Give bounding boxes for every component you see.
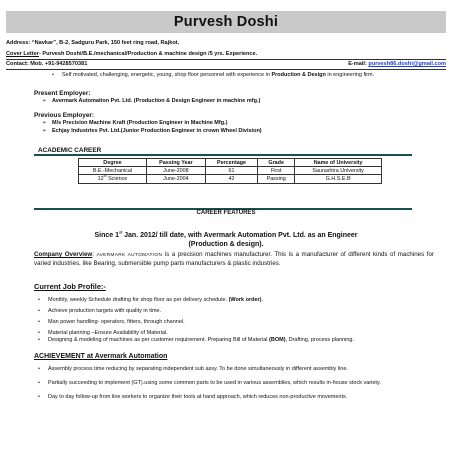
column-header: Degree (79, 159, 147, 167)
job-profile-heading: Current Job Profile:- (34, 282, 106, 291)
present-employer-heading: Present Employer: (34, 90, 91, 97)
cover-letter-label: Cover Letter (6, 51, 39, 57)
table-cell: Saurashtra University (295, 167, 382, 175)
email-link[interactable]: purvesh86.doshi@gmail.com (368, 61, 446, 67)
summary-text-bold: Production & Design (271, 72, 326, 78)
table-header-row (79, 159, 382, 167)
cover-letter-line (6, 51, 257, 57)
column-header: Percentage (205, 159, 257, 167)
achievement-item: • Day to day follow-up from line workers to organize their tools at hand approach, which reduces non-productive movements. (38, 394, 348, 400)
table-cell: First (258, 167, 295, 175)
summary-text-post: in engineering firm. (325, 72, 375, 78)
company-overview: Company Overview: AVERMARK AUTOMATION is a precision machines manufacturer. This is a manufacturer of different kinds of machines for varied industries, like Bearing, submersible pump parts manufacturers & plastic industries. (34, 251, 434, 267)
section-rule (34, 154, 412, 156)
table-row (79, 167, 382, 175)
bullet-icon: • (38, 308, 40, 314)
job-profile-item: • Achieve production targets with quality in time. (38, 308, 162, 314)
academic-table (78, 158, 382, 184)
arrow-icon: ➢ (42, 128, 47, 134)
arrow-icon: ➢ (42, 98, 47, 104)
bullet-icon: • (38, 394, 40, 400)
present-employer-text: Avermark Automation Pvt. Ltd. (Production & Design Engineer in machine mfg.) (52, 98, 261, 104)
bullet-icon: • (38, 330, 40, 336)
previous-employer-text: M/s Precision Machine Kraft (Production Engineer in Machine Mfg.) (52, 120, 228, 126)
table-cell: Passing (258, 175, 295, 183)
previous-employer-item (42, 120, 227, 127)
table-cell: June-2008 (146, 167, 205, 175)
contact-phone: Contact: Mob. +91-9428570381 (6, 61, 88, 67)
table-cell: G.H.S.E.B (295, 175, 382, 183)
candidate-name: Purvesh Doshi (173, 14, 279, 30)
achievement-item: • Partially succeeding to implement (GT).using some common parts to be used in various assemblies, which results in-house stock variety. (38, 380, 381, 386)
summary-text-pre: Self motivated, challenging, energetic, young, shop floor personnel with experience in (62, 72, 272, 78)
achievement-item: • Assembly process time reducing by separating independent sub assy. To be done simultaneously in different assembly line. (38, 366, 348, 372)
table-cell: 12th Science (79, 175, 147, 183)
table-cell: B.E.-Mechanical (79, 167, 147, 175)
achievement-heading: ACHIEVEMENT at Avermark Automation (34, 353, 168, 360)
divider (6, 59, 446, 60)
table-cell: 61 (205, 167, 257, 175)
previous-employer-text: Echjay Industries Pvt. Ltd.(Junior Production Engineer in crown Wheel Division) (52, 128, 262, 134)
address-label: Address: (6, 40, 31, 46)
previous-employer-heading: Previous Employer: (34, 112, 95, 119)
academic-heading: ACADEMIC CAREER (38, 147, 102, 154)
cover-letter-value: - Purvesh Doshi/B.E./mechanical/Production & machine design /5 yrs. Experience. (38, 51, 258, 57)
job-profile-item: • Man power handling- operators, fitters, through channel. (38, 319, 185, 325)
arrow-icon: ➢ (42, 120, 47, 126)
contact-line (6, 61, 446, 67)
bullet-icon: • (38, 380, 40, 386)
present-employer-item (42, 98, 260, 105)
column-header: Grade (258, 159, 295, 167)
bullet-icon: • (38, 337, 40, 343)
address-value: “Navkar”, B-2, Sadguru Park, 150 feet ring road, Rajkot. (31, 40, 180, 46)
overview-text: is a precision machines manufacturer. This is a manufacturer of different kinds of machines for varied industries, like Bearing, submersible pump parts manufacturers & plastic industries. (34, 251, 434, 267)
table-row (79, 175, 382, 183)
since-line: Since 1st Jan. 2012/ till date, with Avermark Automation Pvt. Ltd. as an Engineer (94, 230, 358, 239)
table-cell: June-2004 (146, 175, 205, 183)
email-label: E-mail: (348, 61, 367, 67)
career-heading: CAREER FEATURES (196, 210, 256, 216)
job-profile-item: • Designing & modeling of machines as per customer requirement. Preparing Bill of Material (BOM), Drafting, process planning. (38, 337, 355, 343)
overview-label: Company Overview (34, 251, 93, 258)
column-header: Name of University (295, 159, 382, 167)
job-profile-item: • Material planning –Ensure Availability of Material. (38, 330, 168, 336)
bullet-icon: • (38, 297, 40, 303)
name-banner (6, 11, 446, 33)
previous-employer-item (42, 128, 262, 135)
bullet-icon: • (52, 72, 54, 78)
bullet-icon: • (38, 366, 40, 372)
since-line-2: (Production & design). (188, 241, 264, 248)
job-profile-item: • Monthly, weekly Schedule drafting for shop floor as per delivery schedule. (Work order). (38, 297, 264, 303)
bullet-icon: • (38, 319, 40, 325)
summary-item (52, 72, 452, 79)
address-line (6, 40, 179, 46)
column-header: Passing Year (146, 159, 205, 167)
divider (6, 69, 446, 70)
company-name: AVERMARK AUTOMATION (96, 253, 163, 258)
email-block (348, 61, 446, 67)
table-cell: 42 (205, 175, 257, 183)
